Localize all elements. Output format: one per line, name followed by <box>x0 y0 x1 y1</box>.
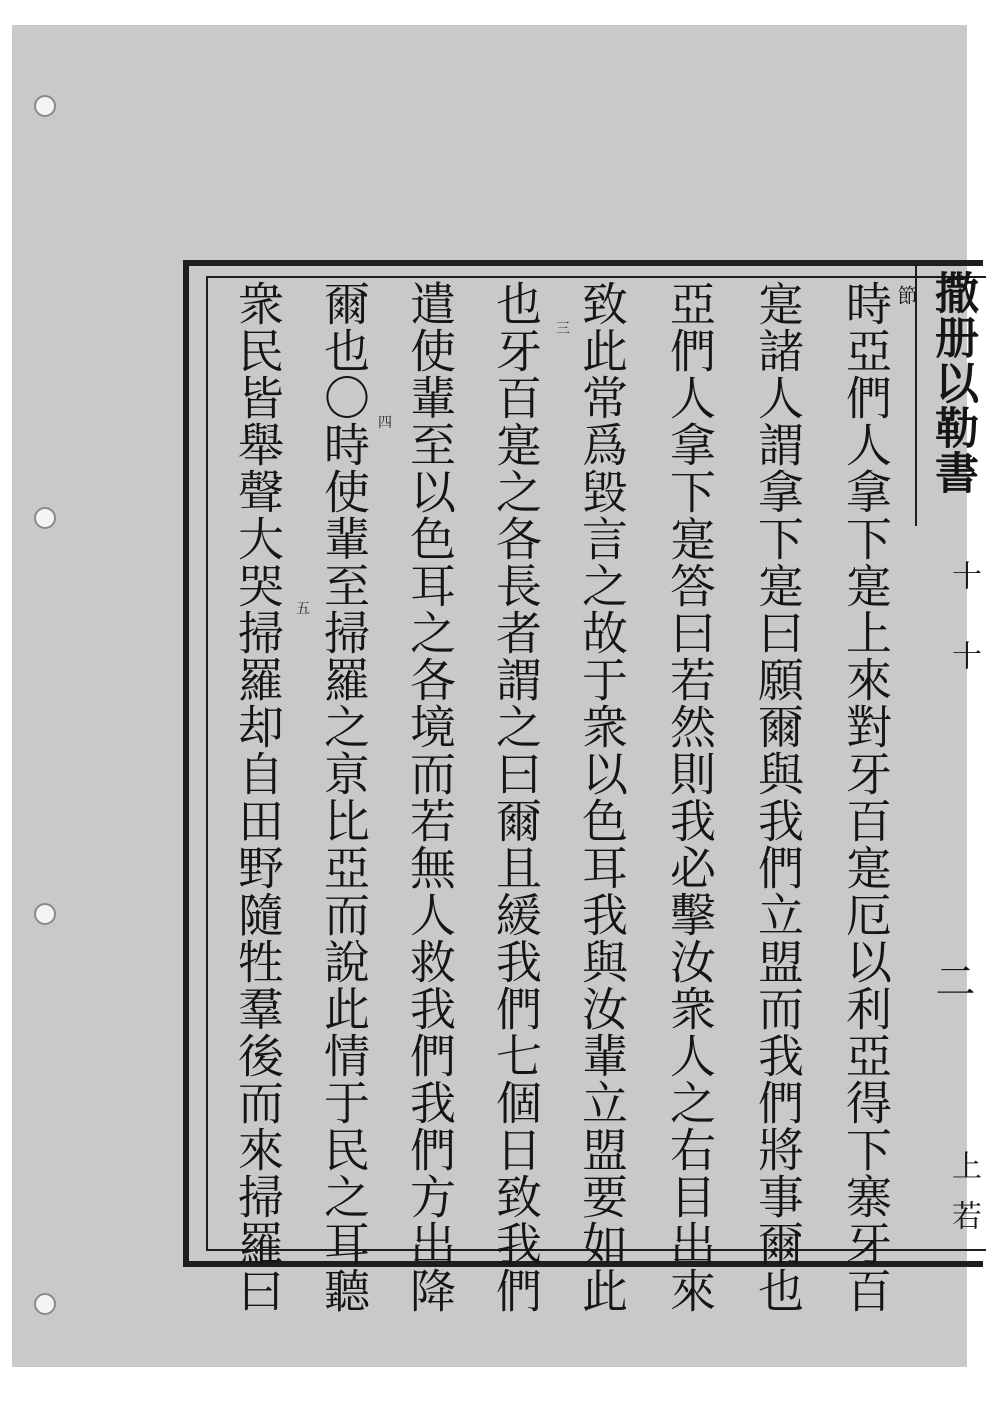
verse-marker: 四 <box>378 415 392 431</box>
text-column-2: 寔諸人謂拿下寔曰願爾與我們立盟而我們將事爾也 <box>751 280 805 1314</box>
text-column-4: 致此常爲毀言之故于衆以色耳我與汝輩立盟要如此 <box>575 280 629 1314</box>
header-title: 撒册以勒書 <box>927 270 978 495</box>
binder-hole <box>34 1293 56 1315</box>
text-column-3: 亞們人拿下寔答曰若然則我必擊汝衆人之右目出來 <box>663 280 717 1314</box>
binder-hole <box>34 95 56 117</box>
right-margin-text: 二 <box>929 960 975 1001</box>
binder-hole <box>34 507 56 529</box>
text-column-6: 遣使輩至以色耳之各境而若無人救我們我們方出降 <box>403 280 457 1314</box>
section-tag: 節 <box>894 285 918 306</box>
text-column-1: 時亞們人拿下寔上來對牙百寔厄以利亞得下寨牙百 <box>839 280 893 1314</box>
text-column-8: 衆民皆舉聲大哭掃羅却自田野隨牲羣後而來掃羅曰 <box>231 280 285 1314</box>
right-margin-text: 十 <box>946 640 981 671</box>
verse-marker: 五 <box>296 601 310 617</box>
right-margin-text: 若 <box>946 1200 981 1231</box>
right-margin-text: 十 <box>946 560 981 591</box>
verse-marker: 三 <box>556 321 570 337</box>
text-column-7: 爾也〇時使輩至掃羅之亰比亞而說此情于民之耳聽 <box>317 280 371 1314</box>
right-margin-text: 上 <box>946 1150 981 1181</box>
text-column-5: 也牙百寔之各長者謂之曰爾且緩我們七個日致我們 <box>489 280 543 1314</box>
binder-hole <box>34 903 56 925</box>
